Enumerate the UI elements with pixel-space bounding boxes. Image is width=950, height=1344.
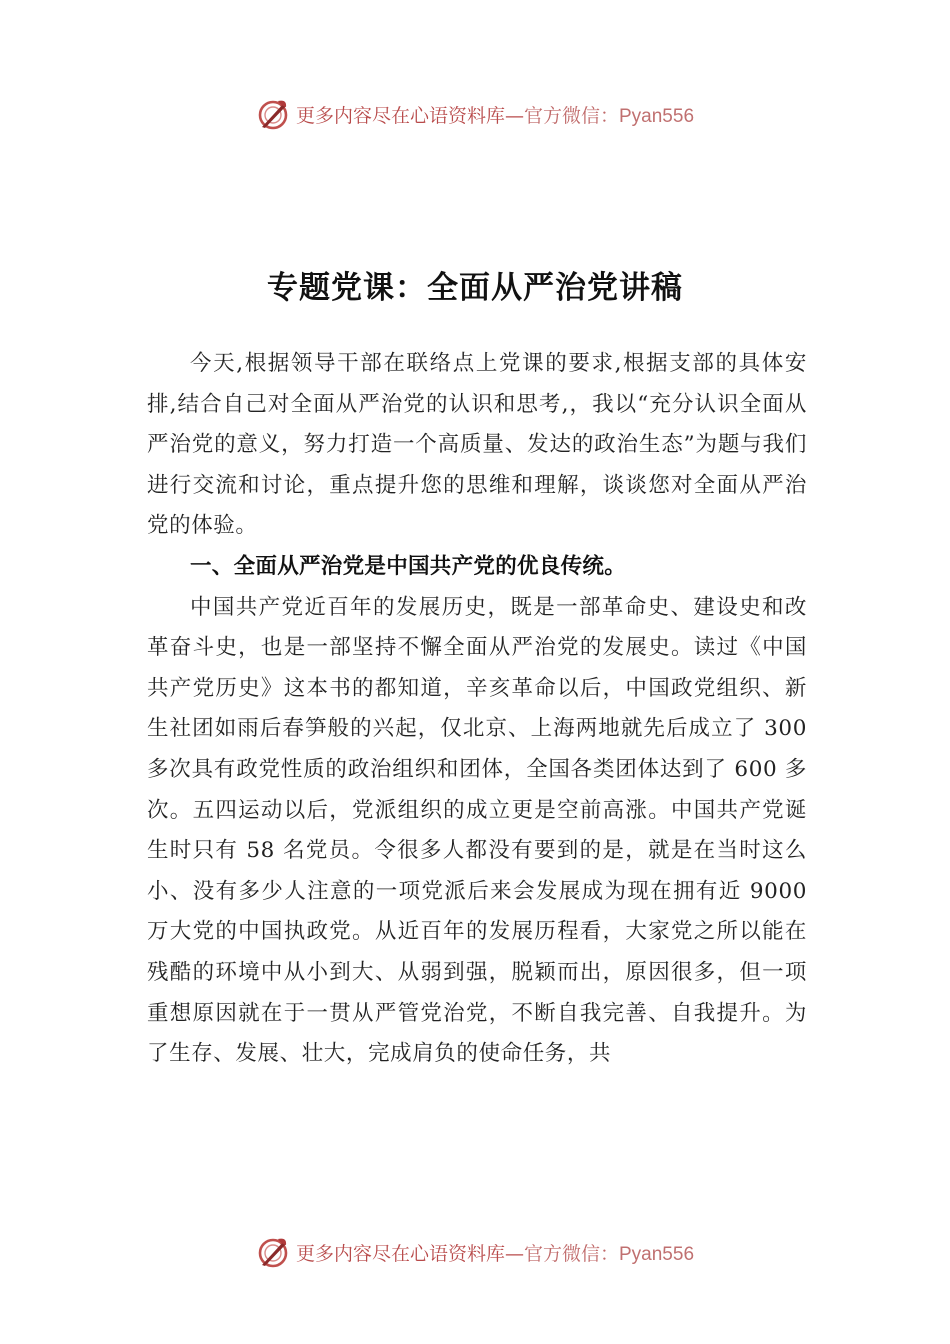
banner-main-text: 更多内容尽在心语资料库 xyxy=(295,104,505,127)
footer-banner xyxy=(0,1232,950,1272)
banner-text xyxy=(296,1239,694,1266)
quill-seal-logo-icon xyxy=(256,97,290,131)
paragraph-history: 中国共产党近百年的发展历史，既是一部革命史、建设史和改革奋斗史，也是一部坚持不懈全面从严治党的发展史。读过《中国共产党历史》这本书的都知道，辛亥革命以后，中国政党组织、新生社团如雨后春笋般的兴起，仅北京、上海两地就先后成立了 300 多次具有政党性质的政治组织和团体，全国各类团体达到了 600 多次。五四运动以后，党派组织的成立更是空前高涨。中国共产党诞生时只有 58 名党员。令很多人都没有要到的是，就是在当时这么小、没有多少人注意的一项党派后来会发展成为现在拥有近 9000 万大党的中国执政党。从近百年的发展历程看，大家党之所以能在残酷的环境中从小到大、从弱到强，脱颖而出，原因很多，但一项重想原因就在于一贯从严管党治党，不断自我完善、自我提升。为了生存、发展、壮大，完成肩负的使命任务，共 xyxy=(147,594,807,1067)
banner-main-text: 更多内容尽在心语资料库 xyxy=(295,1242,505,1265)
banner-dash: — xyxy=(504,1242,524,1265)
banner-wechat-label: 官方微信： xyxy=(523,1242,619,1265)
paragraph-intro: 今天,根据领导干部在联络点上党课的要求,根据支部的具体安排,结合自己对全面从严治党的认识和思考,，我以“充分认识全面从严治党的意义，努力打造一个高质量、发达的政治生态”为题与我们进行交流和讨论，重点提升您的思维和理解，谈谈您对全面从严治党的体验。 xyxy=(147,351,807,539)
header-banner xyxy=(0,94,950,134)
banner-wechat-id: Pyan556 xyxy=(619,105,695,127)
banner-wechat-id: Pyan556 xyxy=(619,1243,695,1265)
document-title: 专题党课：全面从严治党讲稿 xyxy=(267,270,683,306)
quill-seal-logo-icon xyxy=(256,1235,290,1269)
banner-text xyxy=(296,101,694,128)
banner-dash: — xyxy=(504,104,524,127)
section-heading-1: 一、全面从严治党是中国共产党的优良传统。 xyxy=(190,553,627,579)
document-body xyxy=(147,344,807,1075)
banner-wechat-label: 官方微信： xyxy=(523,104,619,127)
